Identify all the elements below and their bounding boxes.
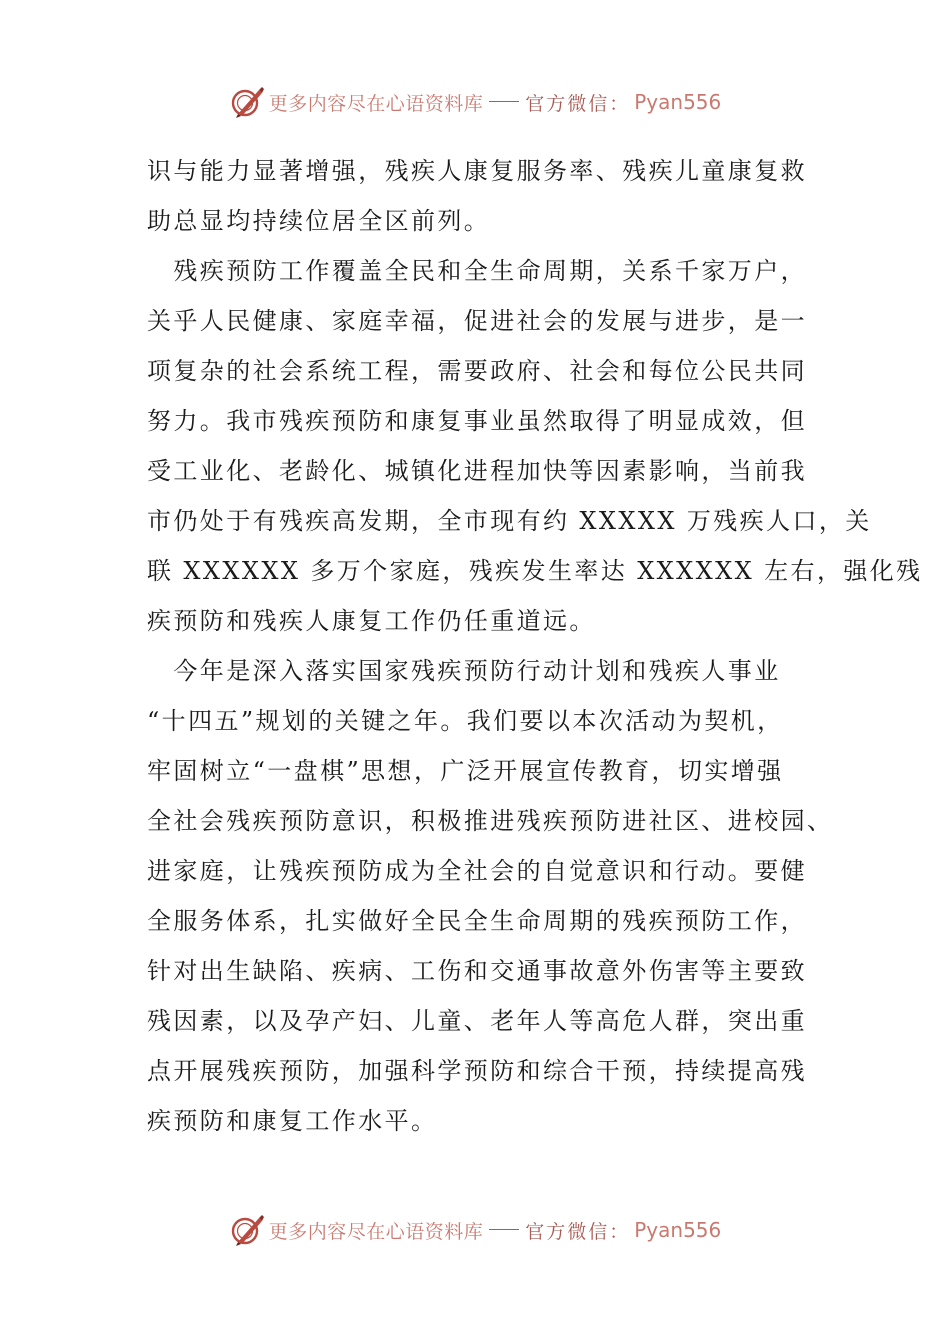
- text-line: 残疾预防工作覆盖全民和全生命周期，关系千家万户，: [147, 257, 807, 285]
- text-line: 点开展残疾预防，加强科学预防和综合干预，持续提高残: [147, 1057, 807, 1085]
- text-line: 市仍处于有残疾高发期，全市现有约 XXXXX 万残疾人口，关: [147, 507, 872, 535]
- text-line: 全服务体系，扎实做好全民全生命周期的残疾预防工作，: [147, 907, 807, 935]
- footer-banner: [0, 1210, 950, 1250]
- text-line: 联 XXXXXX 多万个家庭，残疾发生率达 XXXXXX 左右，强化残: [147, 557, 923, 585]
- text-line: 受工业化、老龄化、城镇化进程加快等因素影响，当前我: [147, 457, 807, 485]
- text-line: 进家庭，让残疾预防成为全社会的自觉意识和行动。要健: [147, 857, 807, 885]
- text-line: 全社会残疾预防意识，积极推进残疾预防进社区、进校园、: [147, 807, 834, 835]
- text-line: 识与能力显著增强，残疾人康复服务率、残疾儿童康复救: [147, 157, 807, 185]
- text-line: 关乎人民健康、家庭幸福，促进社会的发展与进步，是一: [147, 307, 807, 335]
- header-banner-dash: [489, 101, 519, 102]
- header-banner: [0, 82, 950, 122]
- text-line: 疾预防和康复工作水平。: [147, 1107, 438, 1135]
- pen-seal-logo-icon: [229, 1212, 265, 1248]
- footer-banner-text: 更多内容尽在心语资料库: [268, 1220, 484, 1243]
- text-line: 残因素，以及孕产妇、儿童、老年人等高危人群，突出重: [147, 1007, 807, 1035]
- text-line: 助总显均持续位居全区前列。: [147, 207, 491, 235]
- text-line: 今年是深入落实国家残疾预防行动计划和残疾人事业: [147, 657, 781, 685]
- footer-banner-content: [229, 1212, 722, 1248]
- text-line: 针对出生缺陷、疾病、工伤和交通事故意外伤害等主要致: [147, 957, 807, 985]
- footer-banner-wechat-id: Pyan556: [634, 1218, 722, 1242]
- footer-banner-dash: [489, 1229, 519, 1230]
- footer-banner-wechat-label: 官方微信：: [525, 1220, 631, 1243]
- header-banner-content: [229, 84, 722, 120]
- pen-seal-logo-icon: [229, 84, 265, 120]
- header-banner-wechat-label: 官方微信：: [525, 92, 631, 115]
- header-banner-wechat-id: Pyan556: [634, 90, 722, 114]
- document-body: [147, 146, 923, 1146]
- text-line: 疾预防和残疾人康复工作仍任重道远。: [147, 607, 596, 635]
- text-line: “十四五”规划的关键之年。我们要以本次活动为契机，: [147, 707, 784, 735]
- text-line: 努力。我市残疾预防和康复事业虽然取得了明显成效，但: [147, 407, 807, 435]
- text-line: 项复杂的社会系统工程，需要政府、社会和每位公民共同: [147, 357, 807, 385]
- text-line: 牢固树立“一盘棋”思想，广泛开展宣传教育，切实增强: [147, 757, 784, 785]
- header-banner-text: 更多内容尽在心语资料库: [268, 92, 484, 115]
